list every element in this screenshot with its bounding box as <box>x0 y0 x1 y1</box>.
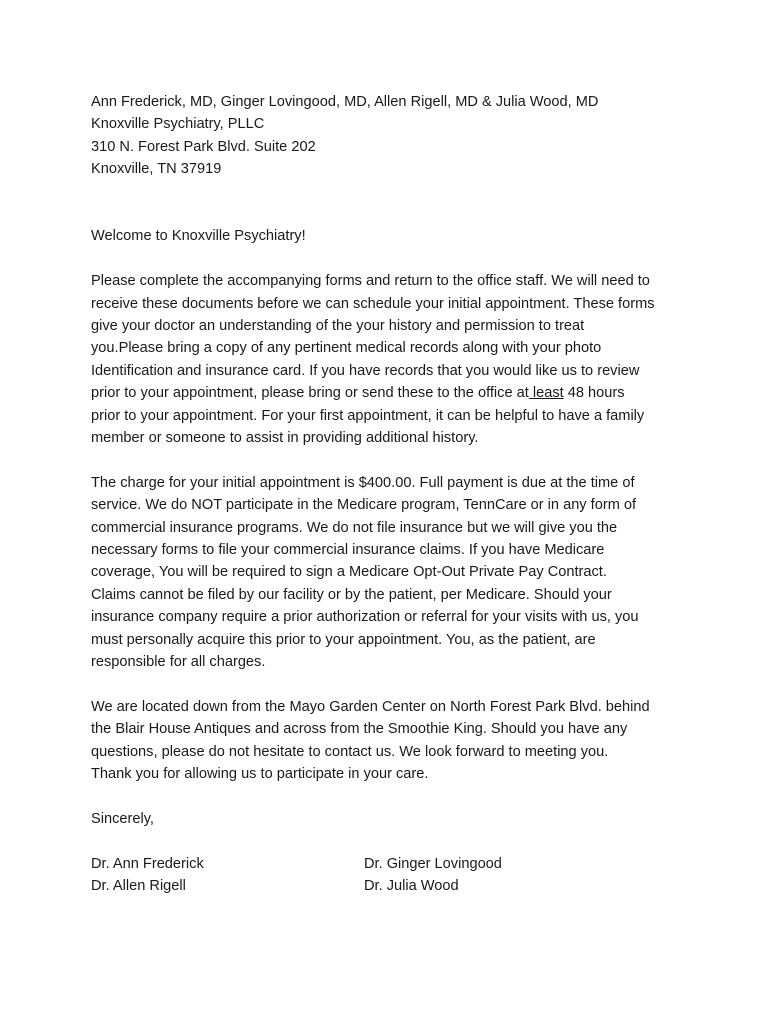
paragraph-line: coverage, You will be required to sign a Medicare Opt-Out Private Pay Contract. <box>91 564 607 581</box>
paragraph-line: must personally acquire this prior to your appointment. You, as the patient, are <box>91 631 596 648</box>
letterhead <box>91 91 691 181</box>
letterhead-physicians: Ann Frederick, MD, Ginger Lovingood, MD, Allen Rigell, MD & Julia Wood, MD <box>91 94 599 110</box>
signature-name: Dr. Allen Rigell <box>91 878 186 895</box>
letterhead-street-address: 310 N. Forest Park Blvd. Suite 202 <box>91 138 316 155</box>
paragraph-line: necessary forms to file your commercial insurance claims. If you have Medicare <box>91 542 605 559</box>
paragraph-line: receive these documents before we can schedule your initial appointment. These forms <box>91 295 655 312</box>
paragraph-instructions <box>91 270 691 449</box>
paragraph-line: responsible for all charges. <box>91 654 266 671</box>
paragraph-location <box>91 696 691 786</box>
signature-name: Dr. Julia Wood <box>364 878 459 895</box>
paragraph-line: the Blair House Antiques and across from the Smoothie King. Should you have any <box>91 721 628 738</box>
greeting: Welcome to Knoxville Psychiatry! <box>91 228 306 245</box>
line-text-after: 48 hours <box>563 385 625 402</box>
underlined-least: least <box>528 385 564 402</box>
paragraph-line: commercial insurance programs. We do not file insurance but we will give you the <box>91 519 618 536</box>
paragraph-line: Claims cannot be filed by our facility or by the patient, per Medicare. Should your <box>91 586 612 603</box>
paragraph-line: member or someone to assist in providing additional history. <box>91 430 479 447</box>
letterhead-city-state-zip: Knoxville, TN 37919 <box>91 161 222 178</box>
letter-page <box>91 91 691 898</box>
letterhead-practice-name: Knoxville Psychiatry, PLLC <box>91 116 265 133</box>
signature-block <box>91 853 691 898</box>
paragraph-line: The charge for your initial appointment is $400.00. Full payment is due at the time of <box>91 474 635 491</box>
paragraph-line: service. We do NOT participate in the Medicare program, TennCare or in any form of <box>91 497 637 514</box>
signature-name: Dr. Ginger Lovingood <box>364 855 502 872</box>
paragraph-line: prior to your appointment. For your first appointment, it can be helpful to have a family <box>91 407 645 424</box>
paragraph-line: questions, please do not hesitate to contact us. We look forward to meeting you. <box>91 743 609 760</box>
paragraph-line <box>91 382 691 404</box>
paragraph-line: you.Please bring a copy of any pertinent medical records along with your photo <box>91 340 602 357</box>
paragraph-line: give your doctor an understanding of the your history and permission to treat <box>91 318 585 335</box>
paragraph-charges <box>91 472 691 674</box>
signature-name: Dr. Ann Frederick <box>91 855 204 872</box>
paragraph-line: Identification and insurance card. If you have records that you would like us to review <box>91 362 640 379</box>
closing: Sincerely, <box>91 810 154 827</box>
paragraph-line: Thank you for allowing us to participate in your care. <box>91 766 429 783</box>
line-text-before: prior to your appointment, please bring or send these to the office at <box>91 385 529 402</box>
paragraph-line: insurance company require a prior authorization or referral for your visits with us, you <box>91 609 639 626</box>
paragraph-line: Please complete the accompanying forms and return to the office staff. We will need to <box>91 273 650 290</box>
paragraph-line: We are located down from the Mayo Garden Center on North Forest Park Blvd. behind <box>91 698 650 715</box>
